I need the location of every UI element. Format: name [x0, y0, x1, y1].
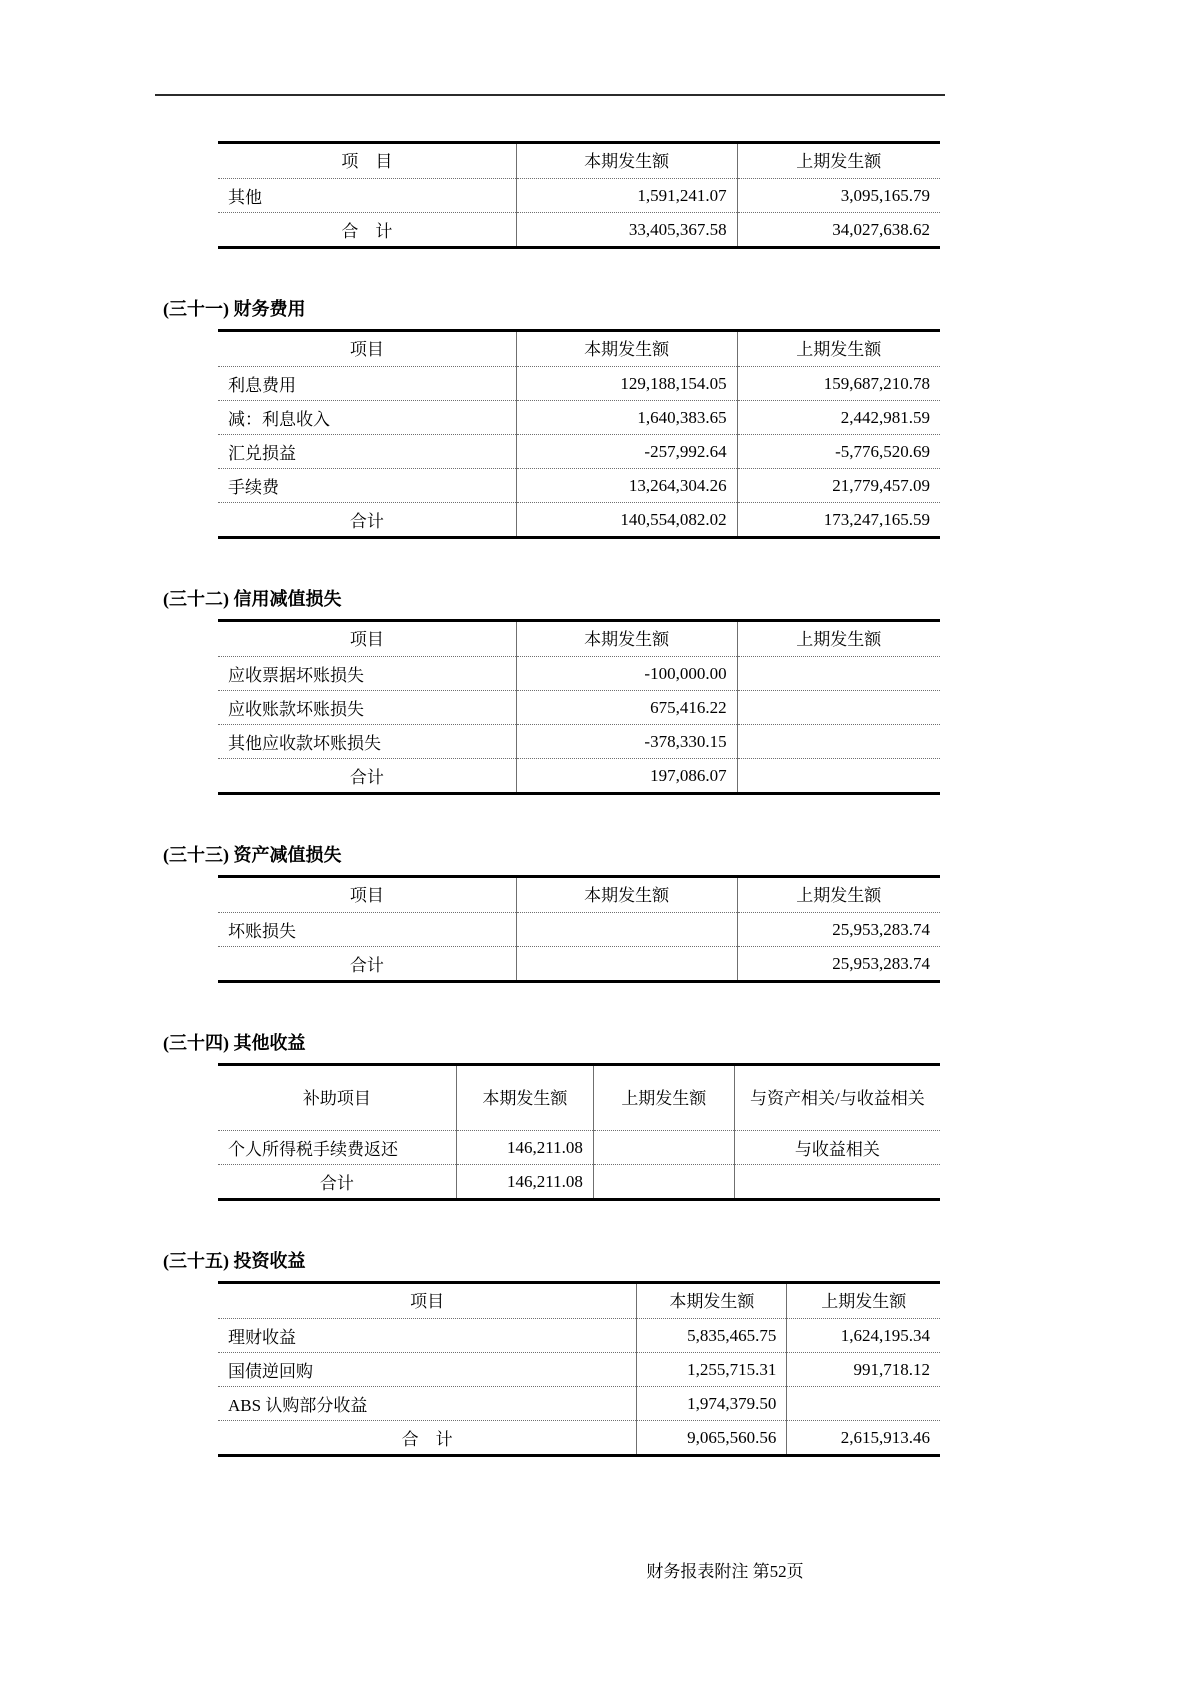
category-cell	[734, 1165, 940, 1200]
note-section-35	[155, 1249, 945, 1457]
amount-cell: 129,188,154.05	[516, 367, 737, 401]
total-row	[218, 947, 940, 982]
amount-cell: 2,442,981.59	[737, 401, 940, 435]
row-label-cell: 合 计	[341, 222, 393, 241]
header-row	[218, 1065, 940, 1131]
amount-cell: 13,264,304.26	[516, 469, 737, 503]
column-header: 上期发生额	[737, 331, 940, 367]
column-header: 项目	[218, 331, 516, 367]
amount-cell: 173,247,165.59	[737, 503, 940, 538]
amount-cell: 2,615,913.46	[787, 1421, 940, 1456]
row-label-cell: 合 计	[401, 1430, 453, 1449]
column-header: 本期发生额	[516, 331, 737, 367]
note-section-31	[155, 297, 945, 539]
section-title: (三十一) 财务费用	[163, 299, 306, 319]
amount-cell: 146,211.08	[456, 1165, 593, 1200]
row-label-cell: 坏账损失	[218, 913, 516, 947]
amount-cell: 991,718.12	[787, 1353, 940, 1387]
column-header: 本期发生额	[516, 143, 737, 179]
table-row	[218, 1353, 940, 1387]
row-label-cell: 合计	[349, 956, 384, 975]
table-row	[218, 1387, 940, 1421]
header-row	[218, 877, 940, 913]
amount-cell: 1,591,241.07	[516, 179, 737, 213]
total-row	[218, 1421, 940, 1456]
table-row	[218, 435, 940, 469]
amount-cell	[593, 1165, 734, 1200]
row-label-cell: 合计	[319, 1174, 354, 1193]
row-label-cell: 利息费用	[218, 367, 516, 401]
amount-cell: 146,211.08	[456, 1131, 593, 1165]
amount-cell: 1,624,195.34	[787, 1319, 940, 1353]
column-header: 项目	[218, 877, 516, 913]
column-header: 上期发生额	[737, 143, 940, 179]
amount-cell: 9,065,560.56	[637, 1421, 787, 1456]
category-cell: 与收益相关	[734, 1131, 940, 1165]
table-row	[218, 401, 940, 435]
column-header: 本期发生额	[516, 621, 737, 657]
amount-cell: 140,554,082.02	[516, 503, 737, 538]
table-row	[218, 469, 940, 503]
amount-cell: 5,835,465.75	[637, 1319, 787, 1353]
table-row	[218, 367, 940, 401]
section-title: (三十四) 其他收益	[163, 1033, 306, 1053]
amount-cell: 1,640,383.65	[516, 401, 737, 435]
total-row	[218, 213, 940, 248]
table-row	[218, 725, 940, 759]
amount-cell: 159,687,210.78	[737, 367, 940, 401]
table-row	[218, 657, 940, 691]
column-header: 上期发生额	[787, 1283, 940, 1319]
row-label-cell: 其他	[218, 179, 516, 213]
row-label-cell: 其他应收款坏账损失	[218, 725, 516, 759]
table-row	[218, 1131, 940, 1165]
table-row	[218, 913, 940, 947]
row-label-cell: 减：利息收入	[218, 401, 516, 435]
section-title: (三十五) 投资收益	[163, 1251, 306, 1271]
column-header: 本期发生额	[637, 1283, 787, 1319]
amount-cell	[737, 691, 940, 725]
total-row	[218, 1165, 940, 1200]
header-row	[218, 621, 940, 657]
financial-expense-table	[218, 329, 940, 539]
row-label-cell: ABS 认购部分收益	[218, 1387, 637, 1421]
section-title: (三十三) 资产减值损失	[163, 845, 342, 865]
note-section-continued	[155, 141, 945, 249]
investment-income-table	[218, 1281, 940, 1457]
amount-cell: 34,027,638.62	[737, 213, 940, 248]
row-label-cell: 应收账款坏账损失	[218, 691, 516, 725]
total-row	[218, 503, 940, 538]
table-row	[218, 179, 940, 213]
column-header: 项 目	[218, 143, 516, 179]
total-row	[218, 759, 940, 794]
credit-impairment-table	[218, 619, 940, 795]
row-label-cell: 手续费	[218, 469, 516, 503]
header-row	[218, 1283, 940, 1319]
column-header: 本期发生额	[516, 877, 737, 913]
header-row	[218, 331, 940, 367]
table-row	[218, 1319, 940, 1353]
amount-cell: 1,974,379.50	[637, 1387, 787, 1421]
note-section-34	[155, 1031, 945, 1201]
row-label-cell: 应收票据坏账损失	[218, 657, 516, 691]
amount-cell: -378,330.15	[516, 725, 737, 759]
amount-cell	[737, 657, 940, 691]
amount-cell	[737, 725, 940, 759]
header-row	[218, 143, 940, 179]
amount-cell: 21,779,457.09	[737, 469, 940, 503]
row-label-cell: 理财收益	[218, 1319, 637, 1353]
row-label-cell: 个人所得税手续费返还	[218, 1131, 456, 1165]
note-section-32	[155, 587, 945, 795]
amount-cell: 675,416.22	[516, 691, 737, 725]
amount-cell: 3,095,165.79	[737, 179, 940, 213]
row-label-cell: 合计	[349, 512, 384, 531]
amount-cell	[516, 947, 737, 982]
note-section-33	[155, 843, 945, 983]
row-label-cell: 合计	[349, 768, 384, 787]
column-header: 项目	[218, 1283, 637, 1319]
other-income-table	[218, 1063, 940, 1201]
column-header: 项目	[218, 621, 516, 657]
amount-cell: -100,000.00	[516, 657, 737, 691]
section-title: (三十二) 信用减值损失	[163, 589, 342, 609]
amount-cell: 25,953,283.74	[737, 947, 940, 982]
row-label-cell: 国债逆回购	[218, 1353, 637, 1387]
amount-cell: -257,992.64	[516, 435, 737, 469]
amount-cell	[737, 759, 940, 794]
column-header: 与资产相关/与收益相关	[734, 1065, 940, 1131]
amount-cell	[593, 1131, 734, 1165]
amount-cell: 33,405,367.58	[516, 213, 737, 248]
column-header: 本期发生额	[456, 1065, 593, 1131]
column-header: 上期发生额	[737, 621, 940, 657]
column-header: 上期发生额	[593, 1065, 734, 1131]
page-header-rule	[155, 94, 945, 96]
amount-cell: 1,255,715.31	[637, 1353, 787, 1387]
footer-text: 财务报表附注 第52页	[646, 1562, 804, 1581]
amount-cell: 197,086.07	[516, 759, 737, 794]
amount-cell	[787, 1387, 940, 1421]
note-table-continued	[218, 141, 940, 249]
page-footer	[330, 1557, 1120, 1582]
notes-content	[155, 141, 945, 1582]
row-label-cell: 汇兑损益	[218, 435, 516, 469]
table-row	[218, 691, 940, 725]
asset-impairment-table	[218, 875, 940, 983]
amount-cell: -5,776,520.69	[737, 435, 940, 469]
amount-cell: 25,953,283.74	[737, 913, 940, 947]
column-header: 上期发生额	[737, 877, 940, 913]
amount-cell	[516, 913, 737, 947]
column-header: 补助项目	[218, 1065, 456, 1131]
